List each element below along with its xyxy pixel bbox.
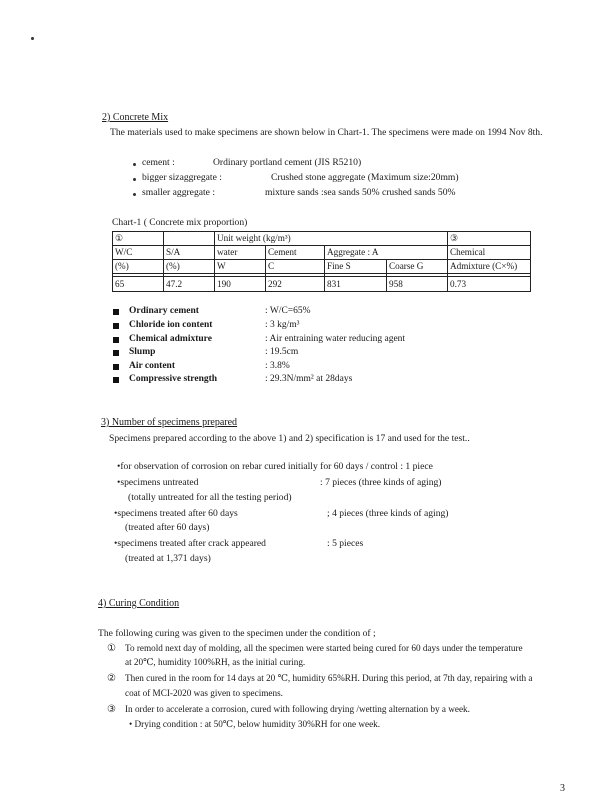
property-value: : 19.5cm: [265, 347, 299, 357]
table-header: W/C: [113, 246, 164, 260]
table-unit: (%): [113, 260, 164, 274]
property-label: Ordinary cement: [129, 306, 199, 316]
property-label: Compressive strength: [129, 374, 218, 384]
property-value: : 29.3N/mm² at 28days: [265, 374, 353, 384]
circled-number: ③: [107, 704, 116, 715]
specimen-count: : 5 pieces: [327, 538, 364, 549]
specimen-note: (treated at 1,371 days): [125, 553, 211, 564]
bullet-icon: [133, 178, 136, 181]
property-value: : 3.8%: [265, 361, 290, 371]
circled-number: ②: [107, 673, 116, 684]
page-number: 3: [560, 783, 565, 794]
table-value: 190: [215, 277, 266, 292]
square-bullet-icon: [113, 377, 119, 383]
circled-number: ①: [107, 643, 116, 654]
property-label: Slump: [129, 347, 156, 357]
bullet-icon: [133, 193, 136, 196]
specimen-count: : 7 pieces (three kinds of aging): [320, 477, 442, 488]
section-2-intro: The materials used to make specimens are shown below in Chart-1. The specimens were made on 1994 Nov 8th.: [110, 127, 543, 138]
table-unit: Fine S: [325, 260, 387, 274]
property-value: : W/C=65%: [265, 306, 311, 316]
section-3-intro: Specimens prepared according to the above 1) and 2) specification is 17 and used for the test..: [109, 433, 470, 444]
table-cell: ①: [113, 232, 164, 246]
square-bullet-icon: [113, 337, 119, 343]
property-label: Chemical admixture: [129, 334, 212, 344]
table-unit: Admixture (C×%): [448, 260, 531, 274]
table-header-unit-weight: Unit weight (kg/m³): [215, 232, 448, 246]
table-value: 831: [325, 277, 387, 292]
table-header-aggregate: Aggregate : A: [325, 246, 448, 260]
stray-mark: [31, 37, 34, 40]
material-label: smaller aggregate :: [142, 187, 215, 198]
curing-item-line: coat of MCI-2020 was given to specimens.: [125, 688, 283, 698]
square-bullet-icon: [113, 323, 119, 329]
table-unit: W: [215, 260, 266, 274]
specimen-line: •for observation of corrosion on rebar cured initially for 60 days / control : 1 piece: [117, 461, 433, 472]
property-label: Chloride ion content: [129, 320, 213, 330]
material-value: mixture sands :sea sands 50% crushed sands 50%: [265, 187, 456, 198]
curing-item-line: at 20℃, humidity 100%RH, as the initial curing.: [125, 657, 306, 667]
section-3-heading: 3) Number of specimens prepared: [101, 417, 238, 428]
table-cell: ③: [448, 232, 531, 246]
material-label: bigger sizaggregate :: [142, 172, 222, 183]
property-value: : Air entraining water reducing agent: [265, 334, 406, 344]
table-header: water: [215, 246, 266, 260]
table-value: 65: [113, 277, 164, 292]
curing-item-line: In order to accelerate a corrosion, cured with following drying /wetting alternation by a week.: [125, 704, 470, 714]
table-value: 47.2: [164, 277, 215, 292]
material-value: Ordinary portland cement (JIS R5210): [213, 157, 362, 168]
material-label: cement :: [142, 157, 175, 168]
table-unit: C: [266, 260, 325, 274]
bullet-icon: [133, 163, 136, 166]
specimen-note: (totally untreated for all the testing period): [128, 492, 292, 503]
chart-caption: Chart-1 ( Concrete mix proportion): [112, 217, 248, 228]
specimen-count: ; 4 pieces (three kinds of aging): [327, 508, 449, 519]
table-value: 0.73: [448, 277, 531, 292]
property-label: Air content: [129, 361, 175, 371]
table-unit: Coarse G: [387, 260, 448, 274]
table-header: Chemical: [448, 246, 531, 260]
specimen-note: (treated after 60 days): [125, 522, 210, 533]
section-2-heading: 2) Concrete Mix: [102, 112, 169, 123]
curing-item-line: • Drying condition : at 50℃, below humidity 30%RH for one week.: [129, 719, 381, 729]
table-header: Cement: [266, 246, 325, 260]
material-value: Crushed stone aggregate (Maximum size:20mm): [271, 172, 459, 183]
section-4-intro: The following curing was given to the specimen under the condition of ;: [98, 628, 376, 639]
curing-item-line: Then cured in the room for 14 days at 20 ℃, humidity 65%RH. During this period, at 7th day, repairing with a: [125, 673, 533, 683]
square-bullet-icon: [113, 350, 119, 356]
square-bullet-icon: [113, 364, 119, 370]
table-unit: (%): [164, 260, 215, 274]
section-4-heading: 4) Curing Condition: [98, 598, 180, 609]
property-value: : 3 kg/m³: [265, 320, 300, 330]
specimen-line: •specimens untreated: [117, 477, 199, 488]
table-value: 292: [266, 277, 325, 292]
table-value: 958: [387, 277, 448, 292]
square-bullet-icon: [113, 309, 119, 315]
specimen-line: •specimens treated after crack appeared: [114, 538, 266, 549]
table-header: S/A: [164, 246, 215, 260]
specimen-line: •specimens treated after 60 days: [114, 508, 238, 519]
concrete-mix-table: [112, 231, 531, 292]
curing-item-line: To remold next day of molding, all the specimen were started being cured for 60 days under the temperature: [125, 643, 523, 653]
